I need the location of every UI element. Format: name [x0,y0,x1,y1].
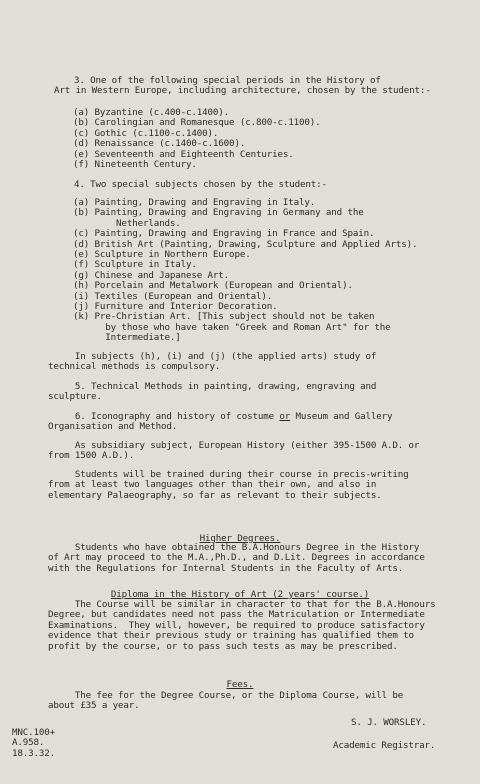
list-item: (e) Seventeenth and Eighteenth Centuries. [73,148,294,160]
list-item: (f) Nineteenth Century. [73,159,197,171]
list-item: (g) Chinese and Japanese Art. [73,269,230,281]
paragraph-line: of Art may proceed to the M.A.,Ph.D., and D.Lit. Degrees in accordance [48,552,425,564]
reference-code [12,728,55,759]
paragraph-line: The fee for the Degree Course, or the Diploma Course, will be [48,690,404,701]
list-item: (k) Pre-Christian Art. [This subject should not be taken [73,311,375,323]
section-6-text: 6. Iconography and history of costume [48,411,280,422]
paragraph-line: evidence that their previous study or training has qualified them to [48,630,414,642]
fees-title [0,672,480,691]
students-training [48,470,409,501]
paragraph-line: Degree, but candidates need not pass the Matriculation or Intermediate [48,609,425,621]
diploma-body [48,600,435,652]
list-item: by those who have taken "Greek and Roman Art" for the [73,321,391,333]
list-item: (a) Painting, Drawing and Engraving in Italy. [73,197,316,208]
section-4-heading-text: 4. Two special subjects chosen by the student:- [74,179,327,190]
section-6 [48,412,392,433]
section-6-text: Museum and Gallery [290,411,393,422]
paragraph-line: As subsidiary subject, European History (either 395-1500 A.D. or [48,440,420,451]
list-item: (e) Sculpture in Northern Europe. [73,249,251,261]
paragraph-line: elementary Palaeography, so far as relevant to their subjects. [48,489,382,501]
list-item: (d) Renaissance (c.1400-c.1600). [73,138,246,150]
section-title: Diploma in the History of Art (2 years' course.) [110,589,370,600]
paragraph-line: In subjects (h), (i) and (j) (the applied arts) study of [48,351,377,362]
section-3-heading-line2: Art in Western Europe, including architecture, chosen by the student:- [54,85,431,97]
list-item: (h) Porcelain and Metalwork (European and Oriental). [73,280,353,292]
section-3-list [73,108,321,170]
list-item: Intermediate.] [73,332,181,344]
paragraph-line: profit by the course, or to pass such tests as may be prescribed. [48,640,398,652]
list-item: (b) Painting, Drawing and Engraving in Germany and the [73,207,364,219]
reference-line: MNC.100+ [12,727,56,738]
section-3 [54,76,431,97]
paragraph-line: sculpture. [48,391,102,403]
section-title: Fees. [226,679,254,690]
paragraph-line: 5. Technical Methods in painting, drawing, engraving and [48,381,377,392]
paragraph-line: Examinations. They will, however, be required to produce satisfactory [48,619,425,631]
applied-arts-note [48,352,376,373]
paragraph-line: Students will be trained during their course in precis-writing [48,469,409,480]
list-item: (j) Furniture and Interior Decoration. [73,301,278,313]
list-item: (f) Sculpture in Italy. [73,259,197,271]
section-title: Higher Degrees. [199,533,281,544]
paragraph-line: Organisation and Method. [48,421,178,433]
paragraph-line: technical methods is compulsory. [48,361,221,373]
paragraph-line: Students who have obtained the B.A.Honours Degree in the History [48,542,420,553]
list-item: (d) British Art (Painting, Drawing, Sculpture and Applied Arts). [73,238,418,250]
section-5 [48,382,376,403]
section-3-heading-line1: 3. One of the following special periods in the History of [74,75,381,86]
list-item: (i) Textiles (European and Oriental). [73,290,273,302]
signature-role: Academic Registrar. [333,740,436,751]
higher-degrees-body [48,543,425,574]
subsidiary-subject [48,441,419,462]
paragraph-line: The Course will be similar in character to that for the B.A.Honours [48,599,436,610]
section-4-heading [74,180,327,190]
paragraph-line: from 1500 A.D.). [48,450,135,462]
reference-line: 18.3.32. [12,747,56,759]
paragraph-line: about £35 a year. [48,700,140,712]
fees-body [48,691,403,712]
signature-name: S. J. WORSLEY. [351,717,427,728]
paragraph-line: from at least two languages other than their own, and also in [48,479,377,491]
list-item: (c) Painting, Drawing and Engraving in France and Spain. [73,228,375,240]
section-4-list [73,198,417,344]
section-6-or-emphasis: or [279,411,291,422]
reference-line: A.958. [12,737,45,749]
list-item: (c) Gothic (c.1100-c.1400). [73,127,219,139]
list-item: (a) Byzantine (c.400-c.1400). [73,107,230,118]
list-item: Netherlands. [73,217,181,229]
list-item: (b) Carolingian and Romanesque (c.800-c.1100). [73,117,321,129]
paragraph-line: with the Regulations for Internal Students in the Faculty of Arts. [48,562,404,574]
